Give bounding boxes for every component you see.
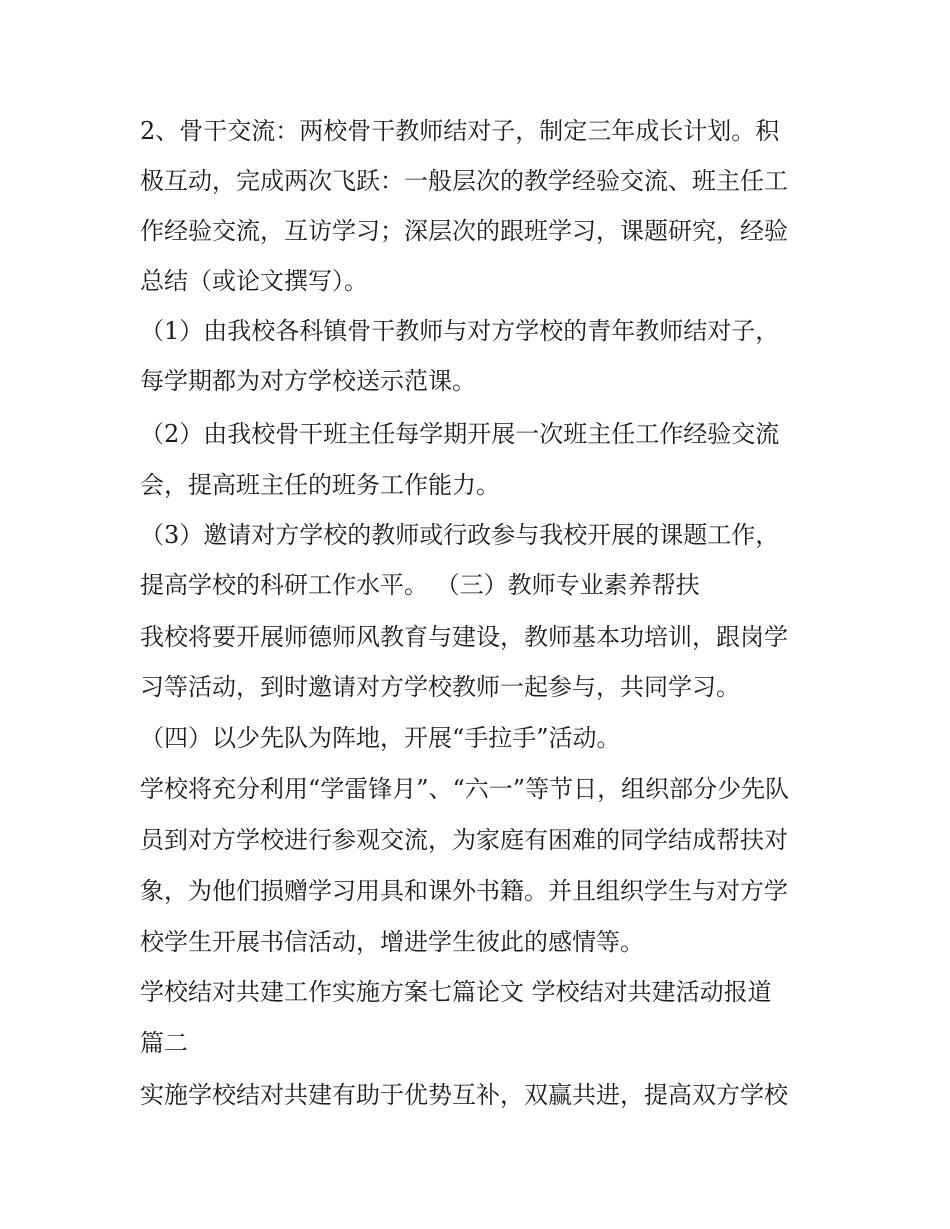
text-line: 学校结对共建工作实施方案七篇论文 学校结对共建活动报道 bbox=[140, 978, 772, 1006]
text-line: 校学生开展书信活动，增进学生彼此的感情等。 bbox=[140, 928, 644, 956]
text-line: 实施学校结对共建有助于优势互补，双赢共进，提高双方学校 bbox=[140, 1081, 788, 1109]
text-line: 提高学校的科研工作水平。 （三）教师专业素养帮扶 bbox=[140, 571, 700, 599]
text-line: 我校将要开展师德师风教育与建设，教师基本功培训，跟岗学 bbox=[140, 623, 788, 651]
text-line: 员到对方学校进行参观交流，为家庭有困难的同学结成帮扶对 bbox=[140, 826, 788, 854]
text-line: 学校将充分利用“学雷锋月”、“六一”等节日，组织部分少先队 bbox=[140, 775, 790, 803]
text-line: 会，提高班主任的班务工作能力。 bbox=[140, 471, 500, 499]
text-line: 每学期都为对方学校送示范课。 bbox=[140, 367, 476, 395]
text-line: 极互动，完成两次飞跃：一般层次的教学经验交流、班主任工 bbox=[140, 167, 788, 195]
text-line: （2）由我校骨干班主任每学期开展一次班主任工作经验交流 bbox=[140, 420, 780, 448]
text-line: 习等活动，到时邀请对方学校教师一起参与，共同学习。 bbox=[140, 673, 740, 701]
text-line: 篇二 bbox=[140, 1029, 188, 1057]
text-line: 象，为他们损赠学习用具和课外书籍。并且组织学生与对方学 bbox=[140, 877, 788, 905]
text-line: （四）以少先队为阵地，开展“手拉手”活动。 bbox=[140, 724, 621, 752]
text-line: 作经验交流，互访学习；深层次的跟班学习，课题研究，经验 bbox=[140, 217, 788, 245]
text-line: 总结（或论文撰写）。 bbox=[140, 267, 368, 295]
text-line: 2、骨干交流：两校骨干教师结对子，制定三年成长计划。积 bbox=[140, 117, 780, 145]
text-line: （3）邀请对方学校的教师或行政参与我校开展的课题工作， bbox=[140, 521, 780, 549]
text-line: （1）由我校各科镇骨干教师与对方学校的青年教师结对子， bbox=[140, 317, 780, 345]
